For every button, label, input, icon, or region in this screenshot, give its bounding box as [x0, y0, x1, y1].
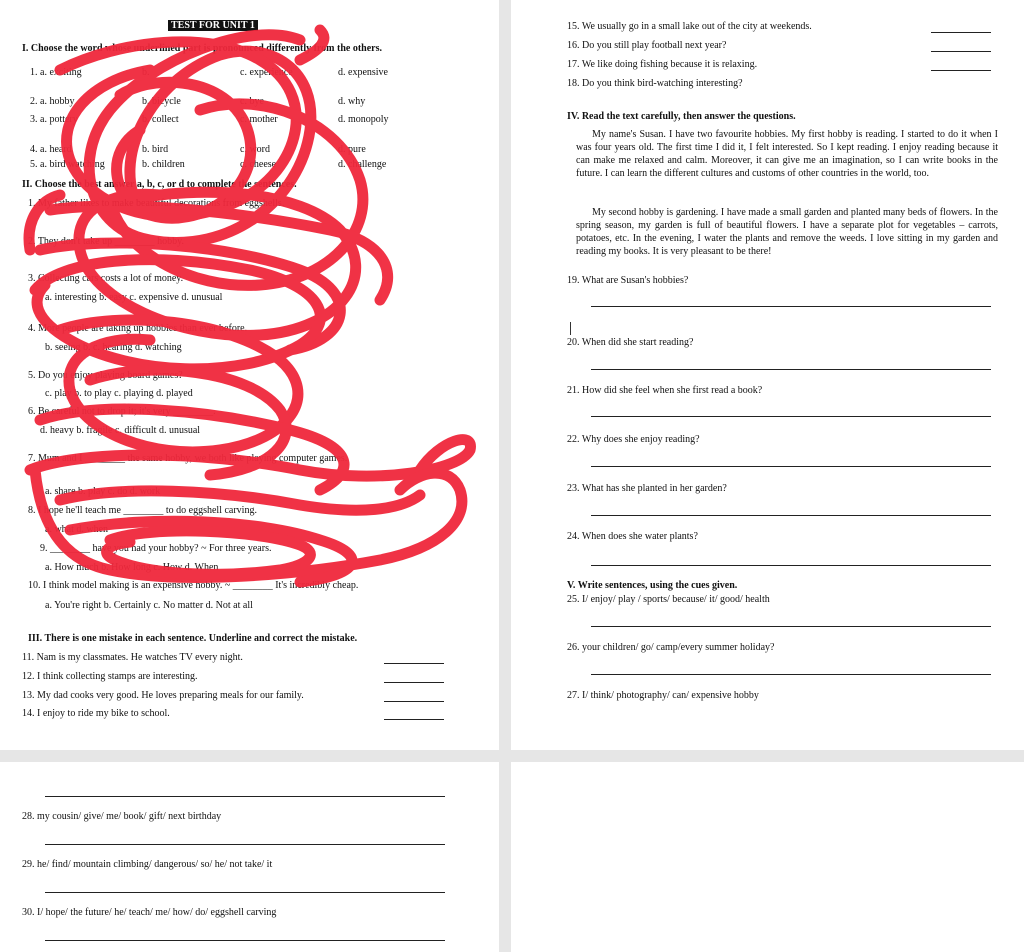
s3-item-18: 18. Do you think bird-watching interesting? — [567, 78, 743, 89]
page-3 — [0, 762, 499, 952]
s3-item-15: 15. We usually go in a small lake out of the city at weekends. — [567, 21, 812, 32]
s1-row4-b: b. bird — [142, 144, 169, 155]
s2-item-10-options: a. You're right b. Certainly c. No matter d. Not at all — [45, 600, 253, 611]
s5-item-27: 27. I/ think/ photography/ can/ expensive hobby — [567, 690, 759, 701]
s1-row5-b: b. children — [142, 159, 185, 170]
s3-item-17: 17. We like doing fishing because it is relaxing. — [567, 59, 758, 70]
page-1 — [0, 0, 499, 750]
s5-item-26: 26. your children/ go/ camp/every summer holiday? — [567, 642, 775, 653]
answer-line — [45, 796, 445, 797]
s1-row2-b: b. bicycle — [142, 96, 181, 107]
s2-item-8-options: a. what d. when — [45, 524, 109, 535]
s1-row3-c: c. mother — [240, 114, 278, 125]
answer-line — [384, 719, 444, 720]
section-2-heading: II. Choose the best answer a, b, c, or d to complete the sentences. — [22, 179, 297, 190]
s2-item-4: 4. More people are taking up hobbies than ever before. — [28, 323, 248, 334]
s2-item-7: 7. Mum and I ________ the same hobby, we both like playing computer games. — [28, 453, 348, 464]
answer-line — [591, 369, 991, 370]
s2-item-2: 2. They don't take up ________ hobby. — [28, 236, 184, 247]
answer-line — [384, 701, 444, 702]
answer-line — [384, 682, 444, 683]
s2-item-9: 9. ________ have you had your hobby? ~ For three years. — [40, 543, 272, 554]
s5-item-28: 28. my cousin/ give/ me/ book/ gift/ next birthday — [22, 811, 222, 822]
s3-item-13: 13. My dad cooks very good. He loves preparing meals for our family. — [22, 690, 304, 701]
s1-row1-c: c. experience — [240, 67, 293, 78]
s2-item-8: 8. I hope he'll teach me ________ to do eggshell carving. — [28, 505, 257, 516]
s1-row4-a: 4. a. heard — [30, 144, 72, 155]
s5-item-30: 30. I/ hope/ the future/ he/ teach/ me/ how/ do/ eggshell carving — [22, 907, 277, 918]
s1-row2-c: c. bye — [240, 96, 264, 107]
reading-paragraph-2: My second hobby is gardening. I have made a small garden and planted many beds of flowers. In the spring season, my garden is full of beautiful flowers. I have a separate plot for vegetables – carrots, potatoes, etc. In the evening, I water the plants and remove the weeds. I love sitting in my garden and reading my books. It is very pleasant to be there! — [576, 207, 998, 257]
s2-item-4-options: b. seeing b. c. hearing d. watching — [45, 342, 182, 353]
s2-item-9-options: a. How much b. How long c. How d. When — [45, 562, 219, 573]
answer-line — [45, 844, 445, 845]
s1-row3-a: 3. a. pottery — [30, 114, 78, 125]
s1-row4-c: c. word — [240, 144, 270, 155]
answer-line — [931, 70, 991, 71]
s2-item-5: 5. Do you enjoy playing board games? — [28, 370, 183, 381]
answer-line — [591, 515, 991, 516]
s1-row4-d: d. pure — [338, 144, 366, 155]
s1-row2-a: 2. a. hobby — [30, 96, 75, 107]
question-22: 22. Why does she enjoy reading? — [567, 434, 700, 445]
s1-row5-c: c. cheese — [240, 159, 277, 170]
page-4 — [511, 762, 1024, 952]
s1-row1-a: 1. a. exciting — [30, 67, 82, 78]
answer-line — [591, 466, 991, 467]
s1-row1-d: d. expensive — [338, 67, 388, 78]
s1-row3-d: d. monopoly — [338, 114, 389, 125]
test-title: TEST FOR UNIT 1 — [168, 20, 258, 32]
s2-item-3-options: a. interesting b. easy c. expensive d. unusual — [45, 292, 223, 303]
s2-item-6-options: d. heavy b. fragile c. difficult d. unusual — [40, 425, 201, 436]
section-3-heading: III. There is one mistake in each sentence. Underline and correct the mistake. — [28, 633, 358, 644]
s2-item-5-options: c. play b. to play c. playing d. played — [45, 388, 193, 399]
answer-line — [591, 416, 991, 417]
answer-line — [384, 663, 444, 664]
answer-line — [591, 626, 991, 627]
s3-item-11: 11. Nam is my classmates. He watches TV every night. — [22, 652, 243, 663]
reading-paragraph-1: My name's Susan. I have two favourite hobbies. My first hobby is reading. I started to do it when I was four years old. The first time I did it, I felt interested. So I kept reading. I enjoy reading because it can make me relaxed and calm. Moreover, it can give me an imagination, so I can write books in the future. I can learn the different cultures and customs of other countries in the world, too. — [576, 129, 998, 179]
s1-row1-b: b. — [142, 67, 150, 78]
page-2 — [511, 0, 1024, 750]
section-4-heading: IV. Read the text carefully, then answer the questions. — [567, 111, 796, 122]
s3-item-16: 16. Do you still play football next year? — [567, 40, 727, 51]
s5-item-25: 25. I/ enjoy/ play / sports/ because/ it/ good/ health — [567, 594, 770, 605]
s2-item-7-options: a. share b. play c. do d. work — [45, 486, 161, 497]
answer-line — [591, 306, 991, 307]
s2-item-6: 6. Be careful not to drop it; it's very ________. — [28, 406, 216, 417]
answer-line — [591, 674, 991, 675]
s2-item-3: 3. Collecting cars costs a lot of money. — [28, 273, 184, 284]
s2-item-10: 10. I think model making is an expensive hobby. ~ ________ It's incredibly cheap. — [28, 580, 359, 591]
s1-row3-b: b. collect — [142, 114, 179, 125]
answer-line — [45, 940, 445, 941]
answer-line — [931, 51, 991, 52]
s2-item-1: 1. My father likes to make beautiful decorations from eggshells. — [28, 198, 285, 209]
question-20: 20. When did she start reading? — [567, 337, 694, 348]
question-24: 24. When does she water plants? — [567, 531, 698, 542]
section-5-heading: V. Write sentences, using the cues given. — [567, 580, 738, 591]
answer-line — [931, 32, 991, 33]
s1-row5-a: 5. a. bird watching — [30, 159, 105, 170]
question-21: 21. How did she feel when she first read a book? — [567, 385, 763, 396]
question-19: 19. What are Susan's hobbies? — [567, 275, 689, 286]
text-cursor — [570, 322, 571, 335]
question-23: 23. What has she planted in her garden? — [567, 483, 727, 494]
answer-line — [591, 565, 991, 566]
s1-row2-d: d. why — [338, 96, 366, 107]
section-1-heading: I. Choose the word whose underlined part is pronounced differently from the others. — [22, 43, 383, 54]
s5-item-29: 29. he/ find/ mountain climbing/ dangerous/ so/ he/ not take/ it — [22, 859, 273, 870]
s3-item-14: 14. I enjoy to ride my bike to school. — [22, 708, 170, 719]
answer-line — [45, 892, 445, 893]
s1-row5-d: d. challenge — [338, 159, 387, 170]
s3-item-12: 12. I think collecting stamps are interesting. — [22, 671, 198, 682]
